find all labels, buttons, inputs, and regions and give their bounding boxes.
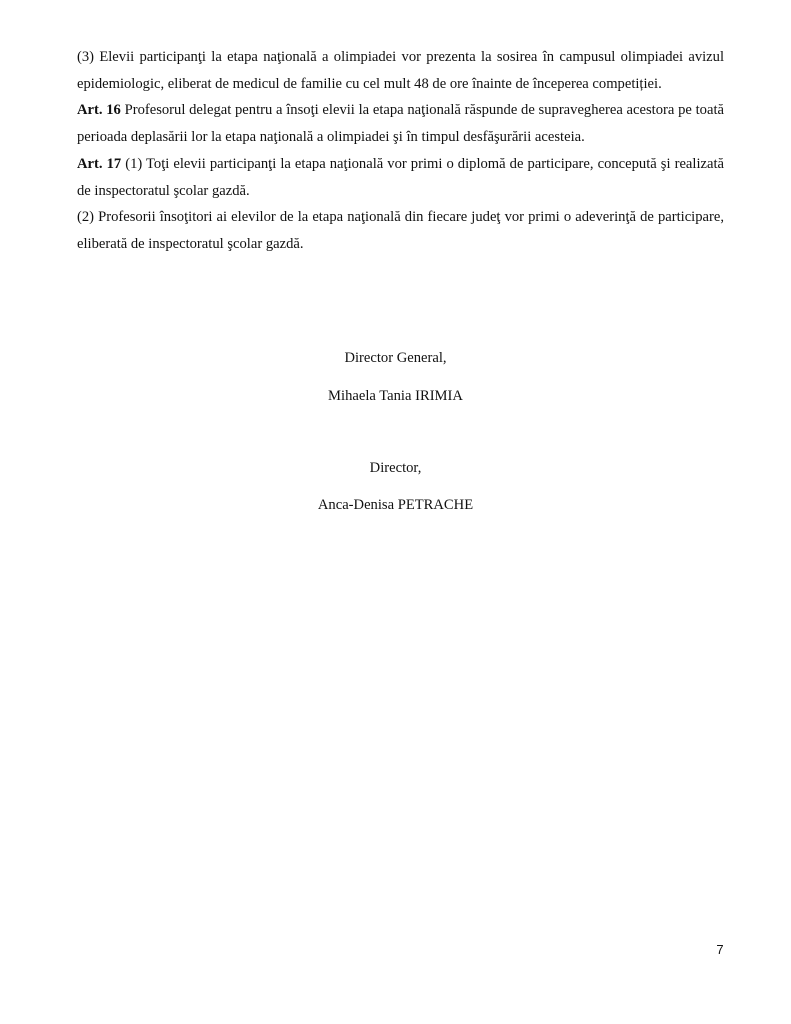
document-body	[77, 44, 724, 258]
paragraph-2	[77, 204, 724, 257]
signature-role-director: Director,	[369, 460, 422, 476]
paragraph-text: Profesorul delegat pentru a însoţi elevii la etapa naţională răspunde de supravegherea acestora pe toată perioada deplasării lor la etapa naţională a olimpiadei şi în timpul desfăşurării acesteia.	[77, 102, 724, 146]
paragraph-3	[77, 44, 724, 97]
article-16	[77, 97, 724, 150]
paragraph-text: (2) Profesorii însoţitori ai elevilor de la etapa naţională din fiecare judeţ vor primi o adeverinţă de participare, eliberată de inspectoratul şcolar gazdă.	[77, 209, 724, 252]
page-number: 7	[716, 942, 724, 957]
signature-name-director: Anca-Denisa PETRACHE	[317, 497, 474, 513]
article-label: Art. 17	[77, 155, 122, 172]
paragraph-text: (3) Elevii participanţi la etapa naţională a olimpiadei vor prezenta la sosirea în campusul olimpiadei avizul epidemiologic, eliberat de medicul de familie cu cel mult 48 de ore înainte de începerea competiției.	[77, 49, 724, 92]
signature-role-director-general: Director General,	[344, 350, 447, 366]
article-label: Art. 16	[77, 102, 121, 119]
paragraph-text: (1) Toţi elevii participanţi la etapa naţională vor primi o diplomă de participare, concepută şi realizată de inspectoratul şcolar gazdă.	[77, 155, 724, 199]
signature-name-director-general: Mihaela Tania IRIMIA	[328, 388, 463, 404]
article-17	[77, 151, 724, 204]
